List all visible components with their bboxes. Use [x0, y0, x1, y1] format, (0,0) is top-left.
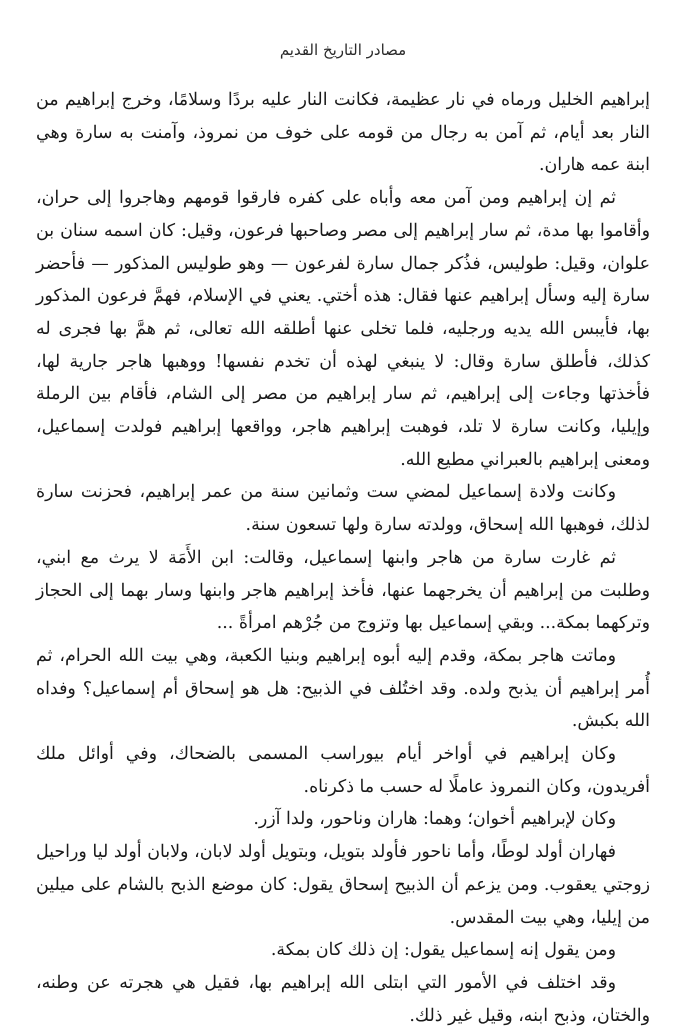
paragraph-4: ثم غارت سارة من هاجر وابنها إسماعيل، وقالت: ابن الأَمَة لا يرث مع ابني، وطلبت من إبراهيم أن يخرجهما عنها، فأخذ إبراهيم هاجر وابنها وسار بهما إلى الحجاز وتركهما بمكة... وبقي إسماعيل بها وتزوج من جُرْهم امرأةً ...	[36, 547, 650, 634]
paragraph-9: ومن يقول إنه إسماعيل يقول: إن ذلك كان بمكة.	[270, 940, 616, 961]
body-text	[36, 84, 650, 1032]
paragraph-3: وكانت ولادة إسماعيل لمضي ست وثمانين سنة من عمر إبراهيم، فحزنت سارة لذلك، فوهبها الله إسحاق، وولدته سارة ولها تسعون سنة.	[36, 482, 650, 536]
paragraph-8: فهاران أولد لوطًا، وأما ناحور فأولد بتويل، وبتويل أولد لابان، ولابان أولد ليا وراحيل زوجتي يعقوب. ومن يزعم أن الذبيح إسحاق يقول: كان موضع الذبح بالشام على ميلين من إيليا، وهي بيت المقدس.	[36, 842, 650, 928]
running-header: مصادر التاريخ القديم	[279, 41, 407, 59]
paragraph-7: وكان لإبراهيم أخوان؛ وهما: هاران وناحور، ولدا آزر.	[253, 809, 616, 830]
paragraph-2: ثم إن إبراهيم ومن آمن معه وأباه على كفره فارقوا قومهم وهاجروا إلى حران، وأقاموا بها مدة، ثم سار إبراهيم إلى مصر وصاحبها فرعون، وقيل: كان اسمه سنان بن علوان، وقيل: طوليس، فذُكر جمال سارة لفرعون — وهو طوليس المذكور — فأحضر سارة إليه وسأل إبراهيم عنها فقال: هذه أختي. يعني في الإسلام، فهمَّ فرعون المذكور بها، فأيبس الله يديه ورجليه، فلما تخلى عنها أطلقه الله تعالى، ثم همَّ بها فجرى له كذلك، فأطلق سارة وقال: لا ينبغي لهذه أن تخدم نفسها! ووهبها هاجر جارية لها، فأخذتها وجاءت إلى إبراهيم، ثم سار إبراهيم من مصر إلى الشام، فأقام بين الرملة وإيليا، وكانت سارة لا تلد، فوهبت إبراهيم هاجر، وواقعها إبراهيم فولدت إسماعيل، ومعنى إبراهيم بالعبراني مطيع الله.	[36, 188, 650, 470]
paragraph-1: إبراهيم الخليل ورماه في نار عظيمة، فكانت النار عليه بردًا وسلامًا، وخرج إبراهيم من النار بعد أيام، ثم آمن به رجال من قومه على خوف من نمروذ، وآمنت به سارة وهي ابنة عمه هاران.	[36, 90, 650, 176]
paragraph-6: وكان إبراهيم في أواخر أيام بيوراسب المسمى بالضحاك، وفي أوائل ملك أفريدون، وكان النمروذ عاملًا له حسب ما ذكرناه.	[36, 744, 650, 797]
paragraph-10: وقد اختلف في الأمور التي ابتلى الله إبراهيم بها، فقيل هي هجرته عن وطنه، والختان، وذبح ابنه، وقيل غير ذلك.	[36, 972, 650, 1026]
paragraph-5: وماتت هاجر بمكة، وقدم إليه أبوه إبراهيم وبنيا الكعبة، وهي بيت الله الحرام، ثم أُمر إبراهيم أن يذبح ولده. وقد اختُلف في الذبيح: هل هو إسحاق أم إسماعيل؟ وفداه الله بكبش.	[36, 645, 650, 732]
